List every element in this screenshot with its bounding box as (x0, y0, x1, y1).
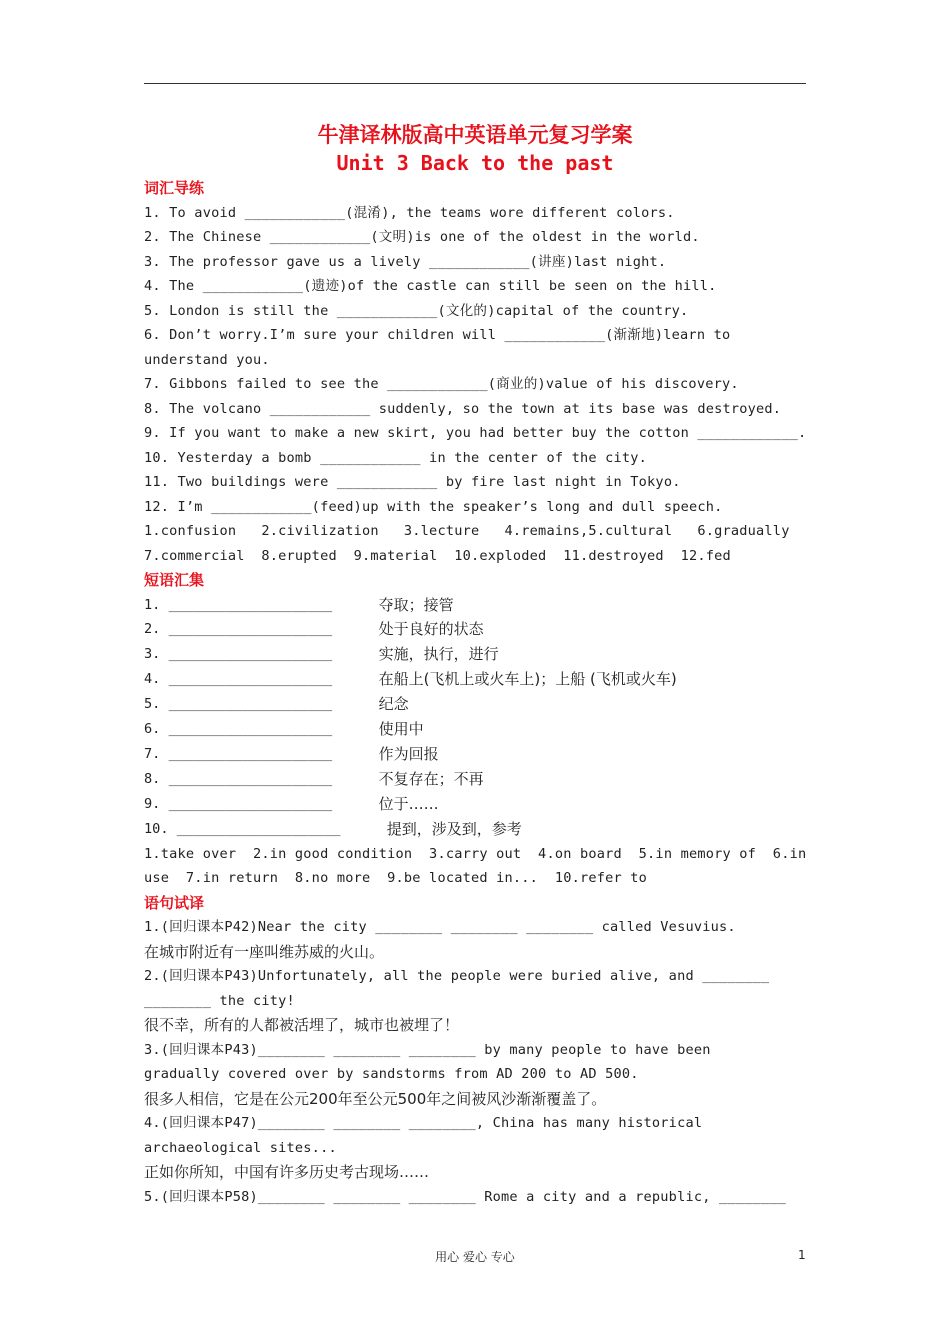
worksheet-body (144, 120, 806, 1209)
sentence-line: 1.(回归课本P42)Near the city ________ ________ ________ called Vesuvius. (144, 919, 736, 936)
page-title: 牛津译林版高中英语单元复习学案 (317, 123, 633, 147)
vocab-exercises (144, 201, 806, 569)
translation-line: 正如你所知，中国有许多历史考古现场…… (144, 1163, 430, 1182)
vocab-line: 3. The professor gave us a lively ____________(讲座)last night. (144, 253, 667, 270)
vocab-line: 1. To avoid ____________(混淆), the teams wore different colors. (144, 204, 675, 221)
phrase-meaning: 夺取；接管 (378, 595, 454, 614)
phrase-number: 6. (144, 721, 169, 738)
vocab-answer-line: 7.commercial 8.erupted 9.material 10.exploded 11.destroyed 12.fed (144, 547, 731, 564)
translation-line: 很多人相信，它是在公元200年至公元500年之间被风沙渐渐覆盖了。 (144, 1089, 607, 1108)
phrase-number: 7. (144, 745, 169, 762)
sentence-line: 3.(回归课本P43)________ ________ ________ by many people to have been (144, 1041, 711, 1058)
sentence-line: 2.(回归课本P43)Unfortunately, all the people were buried alive, and ________ (144, 968, 770, 985)
header-rule (144, 83, 806, 84)
phrase-list (144, 593, 806, 891)
phrase-number: 1. (144, 596, 169, 613)
phrase-item (144, 617, 806, 642)
sentence-line: 5.(回归课本P58)________ ________ ________ Rome a city and a republic, ________ (144, 1188, 787, 1205)
phrase-meaning: 提到，涉及到，参考 (386, 819, 522, 838)
section-heading-phrases: 短语汇集 (144, 571, 205, 589)
phrase-item (144, 642, 806, 667)
phrase-item (144, 792, 806, 817)
phrase-meaning: 纪念 (378, 695, 409, 714)
vocab-line: 8. The volcano ____________ suddenly, so the town at its base was destroyed. (144, 400, 782, 417)
phrase-number: 5. (144, 696, 169, 713)
phrase-meaning: 位于…… (378, 794, 439, 813)
phrase-meaning: 使用中 (378, 720, 424, 739)
phrase-blank: ____________________ (168, 696, 333, 713)
phrase-meaning: 在船上(飞机上或火车上)；上船 (飞机或火车) (378, 670, 677, 689)
sentence-line: archaeological sites... (144, 1139, 337, 1156)
sentence-line: ________ the city! (144, 992, 295, 1009)
phrase-meaning: 作为回报 (378, 744, 439, 763)
phrase-item (144, 742, 806, 767)
phrase-blank: ____________________ (168, 646, 333, 663)
vocab-line: 7. Gibbons failed to see the ____________(商业的)value of his discovery. (144, 376, 739, 392)
phrase-answer-line: 1.take over 2.in good condition 3.carry out 4.on board 5.in memory of 6.in (144, 845, 807, 862)
unit-title: Unit 3 Back to the past (336, 151, 614, 175)
phrase-item (144, 767, 806, 792)
vocab-answer-line: 1.confusion 2.civilization 3.lecture 4.remains,5.cultural 6.gradually (144, 523, 790, 539)
phrase-number: 4. (144, 671, 169, 688)
phrase-item (144, 593, 806, 618)
phrase-blank: ____________________ (168, 621, 333, 638)
vocab-line: 4. The ____________(遗迹)of the castle can still be seen on the hill. (144, 278, 717, 294)
page-number: 1 (798, 1248, 806, 1262)
sentence-line: gradually covered over by sandstorms from AD 200 to AD 500. (144, 1066, 639, 1083)
phrase-item (144, 692, 806, 717)
phrase-item (144, 717, 806, 742)
phrase-number: 8. (144, 770, 169, 787)
vocab-line: understand you. (144, 351, 270, 368)
phrase-number: 9. (144, 795, 169, 812)
phrase-meaning: 处于良好的状态 (378, 620, 484, 639)
phrase-blank: ____________________ (168, 671, 333, 688)
section-heading-vocab: 词汇导练 (144, 179, 205, 197)
phrase-item (144, 817, 806, 842)
translation-line: 在城市附近有一座叫维苏威的火山。 (144, 942, 385, 961)
sentence-exercises (144, 915, 806, 1209)
phrase-blank: ____________________ (168, 745, 333, 762)
vocab-line: 10. Yesterday a bomb ____________ in the center of the city. (144, 449, 648, 466)
translation-line: 很不幸，所有的人都被活埋了，城市也被埋了！ (144, 1016, 460, 1035)
sentence-line: 4.(回归课本P47)________ ________ ________, China has many historical (144, 1115, 703, 1132)
phrase-number: 3. (144, 646, 169, 663)
phrase-answer-line: use 7.in return 8.no more 9.be located in... 10.refer to (144, 870, 648, 887)
phrase-blank: ____________________ (168, 596, 333, 613)
section-heading-sentences: 语句试译 (144, 893, 205, 912)
phrase-blank: ____________________ (176, 820, 341, 837)
phrase-blank: ____________________ (168, 721, 333, 738)
phrase-blank: ____________________ (168, 795, 333, 812)
phrase-meaning: 不复存在；不再 (378, 769, 484, 788)
page-footer: 用心 爱心 专心 (435, 1250, 515, 1264)
vocab-line: 9. If you want to make a new skirt, you had better buy the cotton ____________. (144, 425, 807, 441)
phrase-blank: ____________________ (168, 770, 333, 787)
vocab-line: 6. Don’t worry.I’m sure your children will ____________(渐渐地)learn to (144, 327, 731, 343)
phrase-number: 10. (144, 820, 177, 837)
vocab-line: 2. The Chinese ____________(文明)is one of the oldest in the world. (144, 229, 700, 245)
vocab-line: 12. I’m ____________(feed)up with the speaker’s long and dull speech. (144, 498, 723, 515)
vocab-line: 5. London is still the ____________(文化的)capital of the country. (144, 302, 689, 319)
phrase-meaning: 实施，执行，进行 (378, 645, 499, 664)
phrase-number: 2. (144, 621, 169, 638)
phrase-item (144, 667, 806, 692)
vocab-line: 11. Two buildings were ____________ by fire last night in Tokyo. (144, 474, 681, 490)
